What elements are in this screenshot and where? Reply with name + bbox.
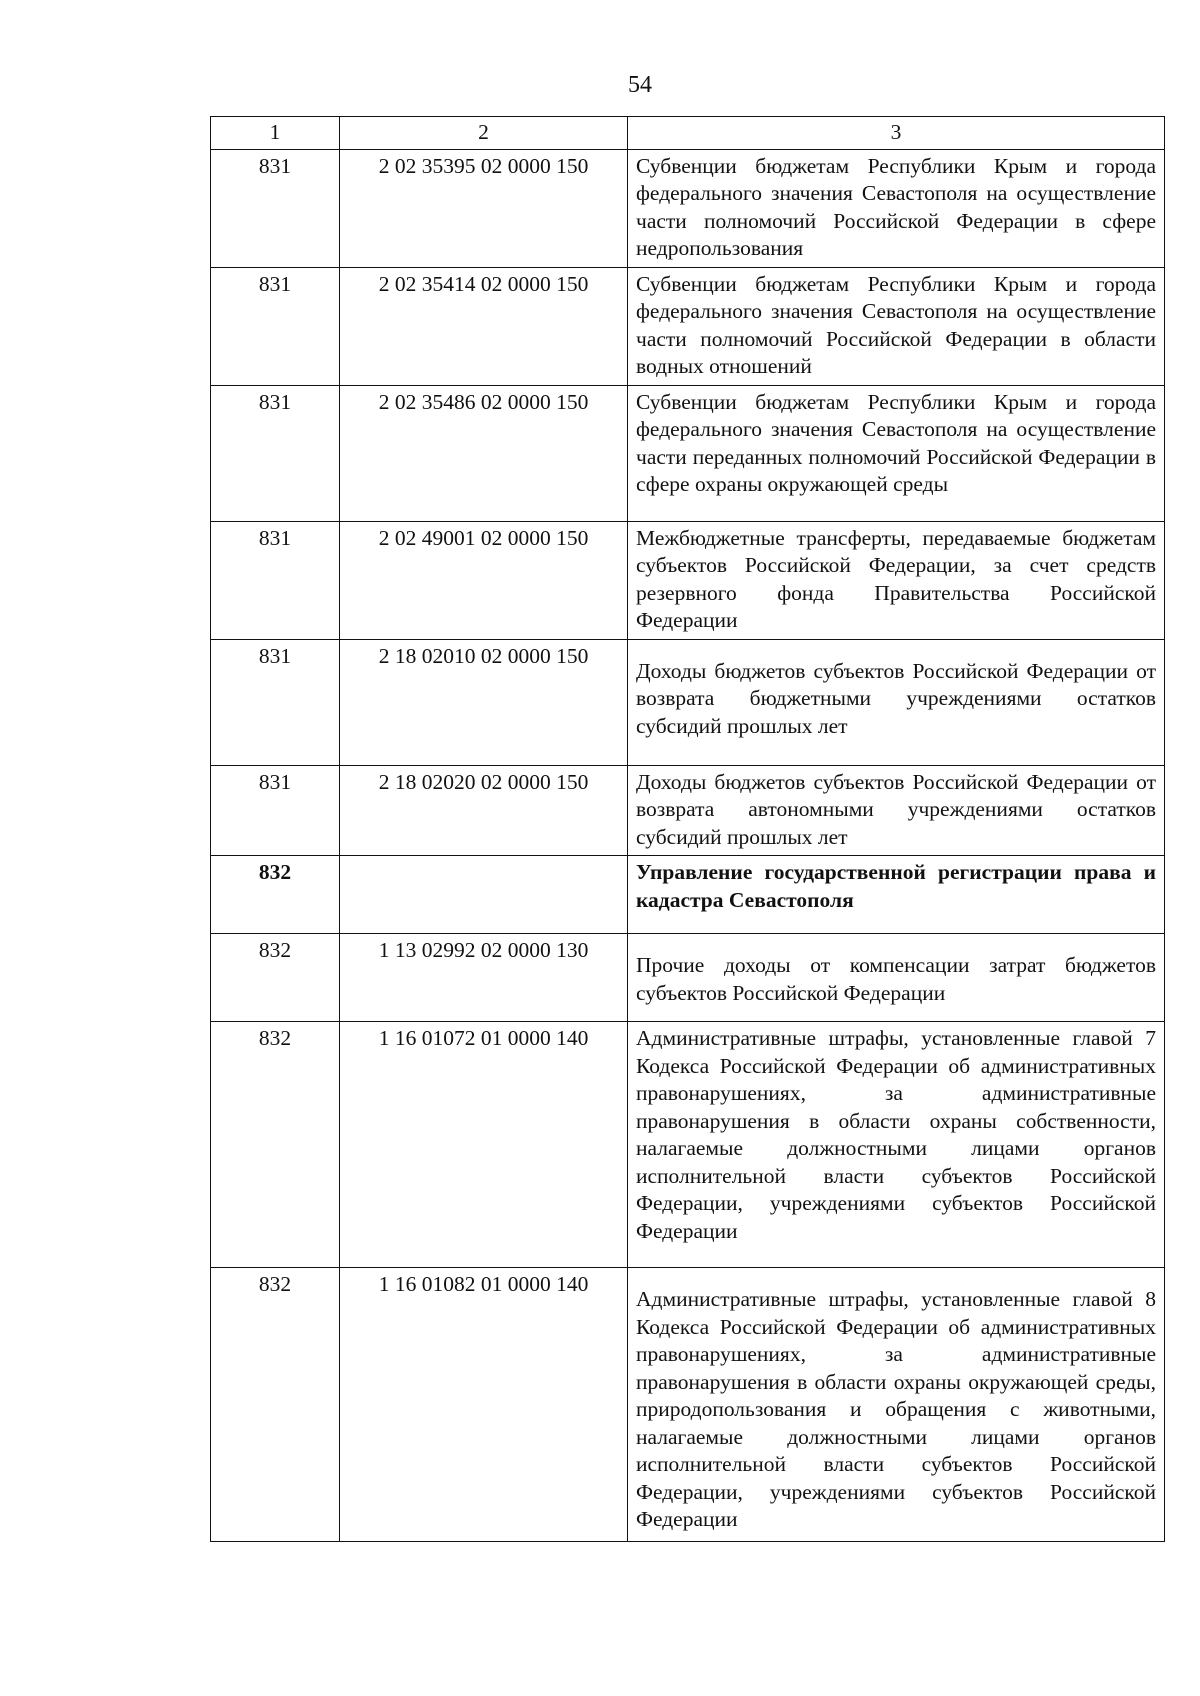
budget-code-cell: 2 02 35414 02 0000 150 xyxy=(340,267,628,385)
budget-code-cell: 1 13 02992 02 0000 130 xyxy=(340,934,628,1022)
admin-code-cell: 831 xyxy=(211,639,340,765)
column-header-1: 1 xyxy=(211,117,340,150)
table-header-row xyxy=(211,117,1165,150)
admin-code-cell: 831 xyxy=(211,765,340,856)
table-row xyxy=(211,1022,1165,1268)
admin-code-cell: 832 xyxy=(211,856,340,934)
revenue-codes-table xyxy=(210,116,1165,1542)
column-header-3: 3 xyxy=(628,117,1165,150)
admin-code-cell: 832 xyxy=(211,1022,340,1268)
description-cell: Доходы бюджетов субъектов Российской Федерации от возврата автономными учреждениями остатков субсидий прошлых лет xyxy=(628,765,1165,856)
table-row xyxy=(211,639,1165,765)
budget-code-cell xyxy=(340,856,628,934)
table-row xyxy=(211,149,1165,267)
description-cell: Прочие доходы от компенсации затрат бюджетов субъектов Российской Федерации xyxy=(628,934,1165,1022)
description-cell: Субвенции бюджетам Республики Крым и города федерального значения Севастополя на осуществление части полномочий Российской Федерации в сфере недропользования xyxy=(628,149,1165,267)
description-cell: Административные штрафы, установленные главой 8 Кодекса Российской Федерации об административных правонарушениях, за административные правонарушения в области охраны окружающей среды, природопользования и обращения с животными, налагаемые должностными лицами органов исполнительной власти субъектов Российской Федерации, учреждениями субъектов Российской Федерации xyxy=(628,1268,1165,1542)
budget-code-cell: 1 16 01082 01 0000 140 xyxy=(340,1268,628,1542)
table-row xyxy=(211,521,1165,639)
table-row xyxy=(211,934,1165,1022)
admin-code-cell: 831 xyxy=(211,149,340,267)
admin-code-cell: 831 xyxy=(211,521,340,639)
admin-code-cell: 831 xyxy=(211,267,340,385)
budget-code-cell: 2 18 02020 02 0000 150 xyxy=(340,765,628,856)
budget-code-cell: 1 16 01072 01 0000 140 xyxy=(340,1022,628,1268)
section-title-cell: Управление государственной регистрации права и кадастра Севастополя xyxy=(628,856,1165,934)
budget-code-cell: 2 02 35486 02 0000 150 xyxy=(340,385,628,521)
budget-code-cell: 2 18 02010 02 0000 150 xyxy=(340,639,628,765)
admin-code-cell: 832 xyxy=(211,934,340,1022)
page-number: 54 xyxy=(628,72,652,98)
table-row xyxy=(211,385,1165,521)
budget-code-cell: 2 02 49001 02 0000 150 xyxy=(340,521,628,639)
description-cell: Субвенции бюджетам Республики Крым и города федерального значения Севастополя на осуществление части переданных полномочий Российской Федерации в сфере охраны окружающей среды xyxy=(628,385,1165,521)
table-row xyxy=(211,765,1165,856)
table-row xyxy=(211,1268,1165,1542)
column-header-2: 2 xyxy=(340,117,628,150)
table-row xyxy=(211,267,1165,385)
admin-code-cell: 832 xyxy=(211,1268,340,1542)
table-row-section-heading xyxy=(211,856,1165,934)
description-cell: Административные штрафы, установленные главой 7 Кодекса Российской Федерации об административных правонарушениях, за административные правонарушения в области охраны собственности, налагаемые должностными лицами органов исполнительной власти субъектов Российской Федерации, учреждениями субъектов Российской Федерации xyxy=(628,1022,1165,1268)
description-cell: Субвенции бюджетам Республики Крым и города федерального значения Севастополя на осуществление части полномочий Российской Федерации в области водных отношений xyxy=(628,267,1165,385)
description-cell: Межбюджетные трансферты, передаваемые бюджетам субъектов Российской Федерации, за счет средств резервного фонда Правительства Российской Федерации xyxy=(628,521,1165,639)
budget-code-cell: 2 02 35395 02 0000 150 xyxy=(340,149,628,267)
description-cell: Доходы бюджетов субъектов Российской Федерации от возврата бюджетными учреждениями остатков субсидий прошлых лет xyxy=(628,639,1165,765)
admin-code-cell: 831 xyxy=(211,385,340,521)
